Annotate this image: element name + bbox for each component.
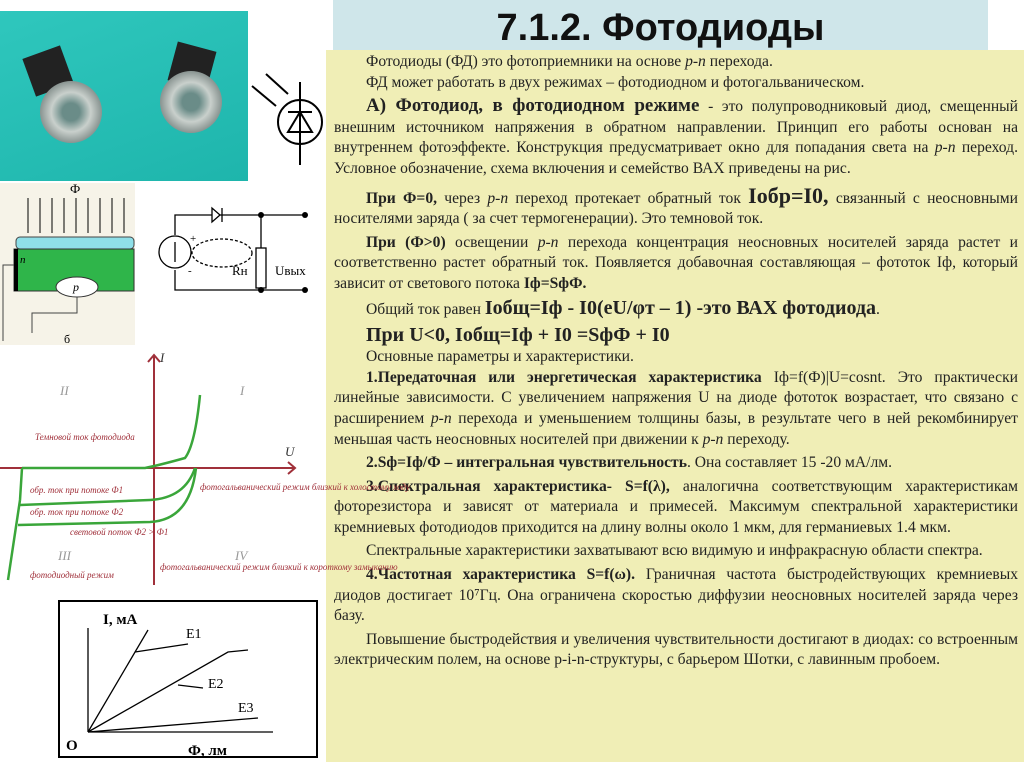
formula: При U<0, Iобщ=Iф + I0 =SфФ + I0 (366, 324, 670, 347)
svg-text:б: б (64, 332, 71, 346)
svg-text:обр. ток при потоке Ф2: обр. ток при потоке Ф2 (30, 507, 124, 517)
paragraph: 4.Частотная характеристика S=f(ω). Граничная частота быстродействующих кремниевых диодов достигает 10⁷Гц. Она ограничена скоростью диффузии неосновных носителей заряда через базу. (334, 566, 1019, 625)
svg-text:-: - (188, 265, 192, 277)
circuit-diagram (150, 200, 325, 310)
paragraph: 1.Передаточная или энергетическая характеристика Iф=f(Ф)|U=cosnt. Это практически линейные зависимости. С увеличением напряжения U на диоде фототок возрастает, что связано с расширением p-n перехода и уменьшением толщины базы, в результате чего в ней рекомбинирует меньшая часть неосновных носителей при движении к p-n переходу. (334, 368, 1018, 448)
svg-text:IV: IV (235, 548, 248, 563)
formula: Iобщ=Iф - I0(eU/φт – 1) -это ВАХ фотодиода (484, 296, 877, 319)
paragraph: Фотодиоды (ФД) это фотоприемники на основе p-n перехода. (366, 53, 773, 70)
paragraph: ФД может работать в двух режимах – фотодиодном и фотогальваническом. (366, 73, 865, 91)
paragraph: 2.Sф=Iф/Ф – интегральная чувствительность. Она составляет 15 -20 мА/лм. (366, 454, 893, 472)
svg-text:I: I (160, 350, 165, 365)
photodiode-symbol-icon (248, 60, 328, 170)
iv-characteristic-chart (0, 350, 410, 590)
photodiode-structure-diagram (0, 183, 135, 345)
svg-text:E3: E3 (238, 701, 254, 716)
svg-text:p: p (73, 280, 79, 294)
paragraph: Основные параметры и характеристики. (366, 348, 634, 366)
energy-characteristic-chart (58, 600, 320, 762)
load-resistor-label: Rн (232, 263, 248, 278)
svg-text:E1: E1 (186, 627, 202, 642)
svg-text:U: U (285, 444, 295, 459)
svg-text:+: + (190, 233, 197, 245)
svg-text:Ф, лм: Ф, лм (188, 743, 228, 759)
svg-text:III: III (58, 548, 71, 563)
svg-text:E2: E2 (208, 677, 224, 692)
paragraph: 3.Спектральная характеристика- S=f(λ), аналогична соответствующим характеристикам фоторезистора и зависят от материала и примесей. Максимум спектральной характеристики кремниевых фотодиодов приходится на длину волны около 1 мкм, для германиевых 1.4 мкм. (334, 477, 1018, 536)
paragraph: Повышение быстродействия и увеличения чувствительности достигают в диодах: со встроенным электрическим полем, на основе p-i-n-структуры, с барьером Шотки, с лавинным пробоем. (334, 630, 1018, 669)
paragraph: Спектральные характеристики захватывают всю видимую и инфракрасную области спектра. (366, 542, 983, 560)
svg-text:I, мА: I, мА (103, 612, 138, 628)
paragraph: А) Фотодиод, в фотодиодном режиме - это полупроводниковый диод, смещенный внешним источником напряжения в обратном направлении. Принцип его работы основан на внутреннем фотоэффекте. Конструкция предусматривает окно для попадания света на p-n переход. Условное обозначение, схема включения и семейство ВАХ приведены на рис. (334, 95, 1018, 177)
svg-text:фотогальванический режим близк: фотогальванический режим близкий к короткому замыканию (160, 562, 398, 572)
slide-title: 7.1.2. Фотодиоды (333, 0, 988, 52)
svg-text:световой поток Ф2 > Ф1: световой поток Ф2 > Ф1 (70, 527, 169, 537)
svg-text:n: n (20, 254, 26, 266)
paragraph: При Ф=0, через p-n переход протекает обратный ток Iобр=I0, связанный с неосновными носителями заряда ( за счет термогенерации). Это темновой ток. (334, 182, 1018, 228)
svg-text:I: I (240, 383, 245, 398)
formula: Iобр=I0, (748, 182, 829, 208)
svg-text:II: II (60, 383, 69, 398)
photodiode-photo (0, 11, 248, 181)
svg-text:фотодиодный режим: фотодиодный режим (30, 570, 114, 580)
slide-body (334, 52, 1018, 674)
paragraph: При (Ф>0) освещении p-n перехода концентрация неосновных носителей заряда растет и соответственно растет обратный ток. Появляется добавочная составляющая – фототок Iф, который зависит от светового потока Iф=SфФ. (334, 233, 1019, 292)
svg-text:обр. ток при потоке Ф1: обр. ток при потоке Ф1 (30, 485, 124, 495)
paragraph: Общий ток равен Iобщ=Iф - I0(eU/φт – 1) -это ВАХ фотодиода. (366, 296, 880, 319)
svg-text:O: O (66, 738, 78, 754)
flux-label: Ф (70, 181, 81, 196)
svg-text:фотогальванический режим близк: фотогальванический режим близкий к холостому ходу (200, 482, 410, 492)
output-voltage-label: Uвых (275, 263, 306, 278)
svg-text:Темновой ток фотодиода: Темновой ток фотодиода (35, 432, 135, 442)
